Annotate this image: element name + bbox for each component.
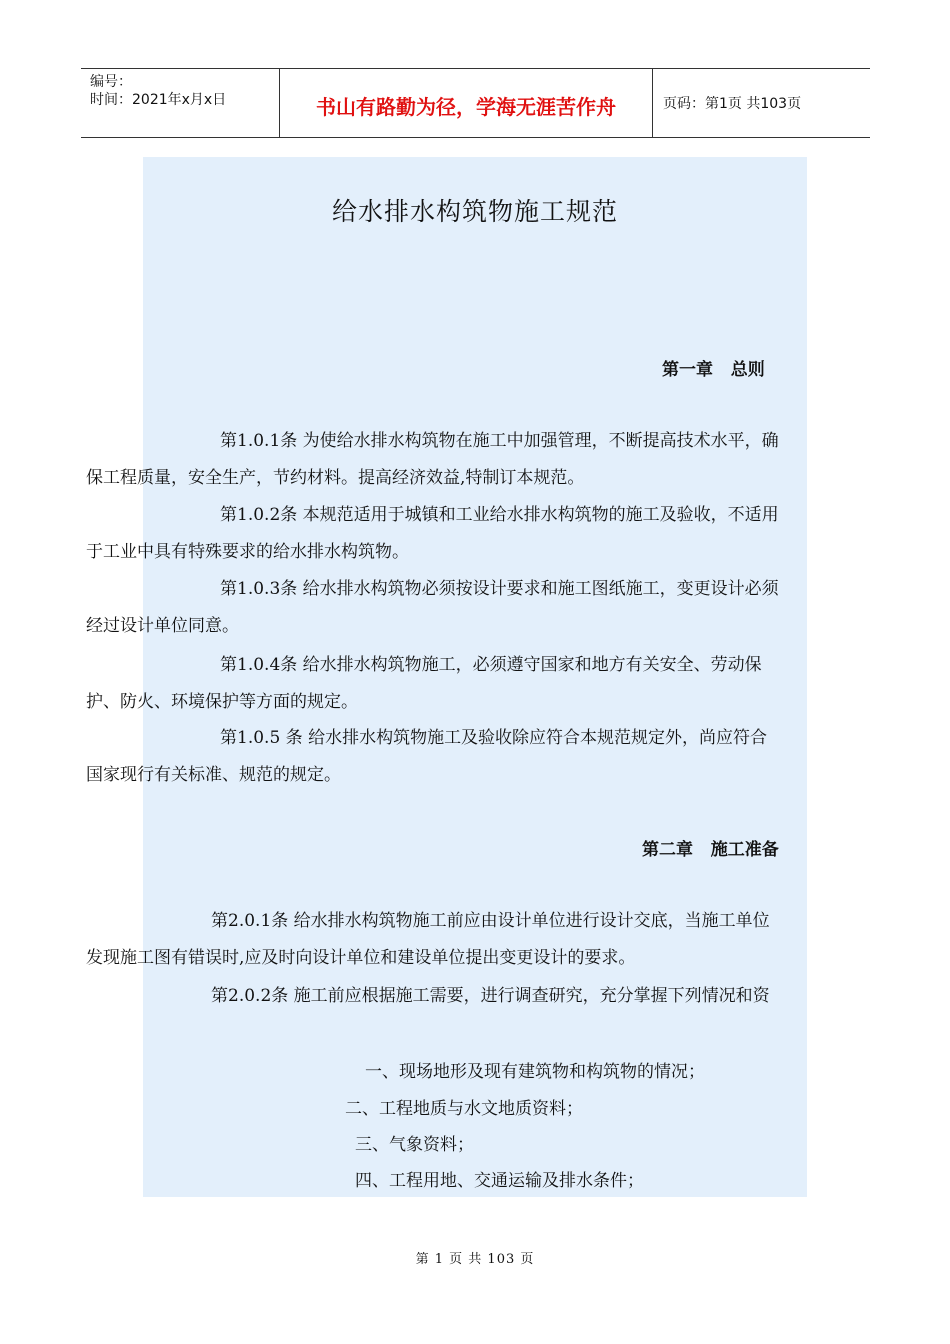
article-2-0-1-line-1: 第2.0.1条 给水排水构筑物施工前应由设计单位进行设计交底，当施工单位 xyxy=(211,911,770,931)
article-1-0-5 xyxy=(86,720,876,794)
list-item-2: 二、工程地质与水文地质资料； xyxy=(345,1099,583,1119)
chapter-2-heading: 第二章 施工准备 xyxy=(642,840,779,860)
document-title: 给水排水构筑物施工规范 xyxy=(331,197,618,226)
header-page-info: 页码：第1页 共103页 xyxy=(663,96,802,112)
article-1-0-1-line-2: 保工程质量，安全生产，节约材料。提高经济效益,特制订本规范。 xyxy=(86,468,585,488)
header-motto: 书山有路勤为径，学海无涯苦作舟 xyxy=(280,69,653,137)
article-1-0-5-line-1: 第1.0.5 条 给水排水构筑物施工及验收除应符合本规范规定外，尚应符合 xyxy=(220,728,768,748)
article-1-0-5-line-2: 国家现行有关标准、规范的规定。 xyxy=(86,765,341,785)
article-1-0-3-line-2: 经过设计单位同意。 xyxy=(86,616,239,636)
article-2-0-2-line-1: 第2.0.2条 施工前应根据施工需要，进行调查研究，充分掌握下列情况和资 xyxy=(211,986,770,1006)
article-2-0-1 xyxy=(86,903,876,977)
article-1-0-2 xyxy=(86,497,876,571)
header-meta xyxy=(81,69,280,137)
article-1-0-2-line-1: 第1.0.2条 本规范适用于城镇和工业给水排水构筑物的施工及验收，不适用 xyxy=(220,505,779,525)
article-1-0-1-line-1: 第1.0.1条 为使给水排水构筑物在施工中加强管理，不断提高技术水平，确 xyxy=(220,431,779,451)
article-1-0-2-line-2: 于工业中具有特殊要求的给水排水构筑物。 xyxy=(86,542,409,562)
article-1-0-3 xyxy=(86,571,876,645)
article-2-0-2 xyxy=(86,978,876,1015)
article-1-0-3-line-1: 第1.0.3条 给水排水构筑物必须按设计要求和施工图纸施工，变更设计必须 xyxy=(220,579,779,599)
document-date: 时间：2021年x月x日 xyxy=(90,92,227,108)
article-1-0-4-line-1: 第1.0.4条 给水排水构筑物施工，必须遵守国家和地方有关安全、劳动保 xyxy=(220,655,762,675)
article-1-0-4-line-2: 护、防火、环境保护等方面的规定。 xyxy=(86,692,358,712)
list-item-1: 一、现场地形及现有建筑物和构筑物的情况； xyxy=(365,1062,705,1082)
page-footer: 第 1 页 共 103 页 xyxy=(415,1252,535,1267)
chapter-1-heading: 第一章 总则 xyxy=(662,360,765,380)
list-item-4: 四、工程用地、交通运输及排水条件； xyxy=(355,1171,644,1191)
article-2-0-1-line-2: 发现施工图有错误时,应及时向设计单位和建设单位提出变更设计的要求。 xyxy=(86,948,636,968)
document-number: 编号： xyxy=(90,74,132,90)
article-1-0-4 xyxy=(86,647,876,721)
article-1-0-1 xyxy=(86,423,876,497)
list-item-3: 三、气象资料； xyxy=(355,1135,474,1155)
page-header xyxy=(81,68,870,138)
